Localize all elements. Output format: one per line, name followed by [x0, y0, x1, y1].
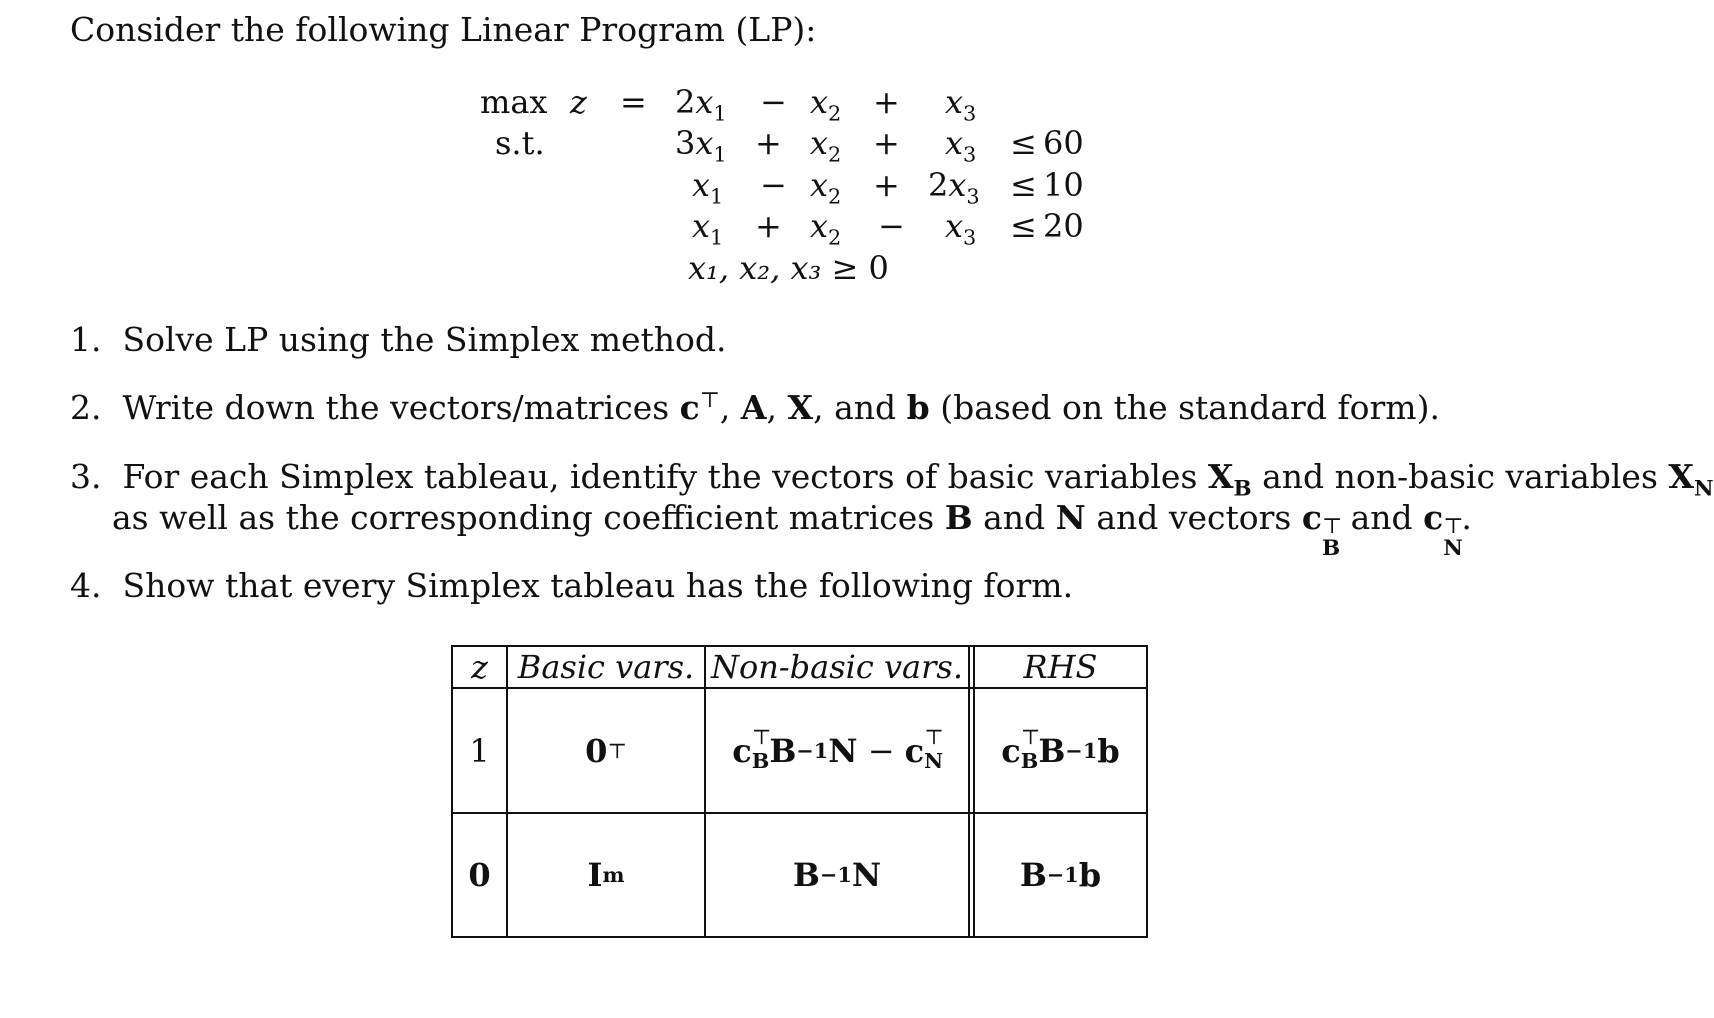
constraint-3-rhs: 20 [1043, 207, 1084, 245]
tableau-row2-z: 0 [468, 856, 491, 894]
constraint-2-op1: − [760, 166, 787, 204]
tableau-vline-5 [1146, 645, 1148, 938]
constraint-1-x2: $x_2$ [810, 124, 842, 167]
lp-obj-term-x2: $x_2$ [810, 83, 842, 126]
intro-text: Consider the following Linear Program (LP): [70, 10, 817, 49]
tableau-header-z: z [471, 648, 488, 686]
lp-obj-term-x3: $x_3$ [945, 83, 977, 126]
item-3-line-2: as well as the corresponding coefficient matrices B and N and vectors c ⊤ B and c ⊤ N . [112, 498, 1472, 561]
constraint-1-x1: $3x_1$ [675, 124, 727, 167]
constraint-2-rel: ≤ [1010, 166, 1037, 204]
lp-obj-op2: + [873, 83, 900, 121]
tableau-row2-nonbasic: B −1 N [792, 856, 882, 894]
tableau-line-bottom [451, 936, 1148, 938]
constraint-1-rel: ≤ [1010, 124, 1037, 162]
constraint-2-x1: $x_1$ [692, 166, 724, 209]
nonneg-constraint: x₁, x₂, x₃ ≥ 0 [688, 249, 889, 287]
lp-obj-op1: − [760, 83, 787, 121]
lp-objective-var: z [570, 83, 587, 121]
constraint-1-x3: $x_3$ [945, 124, 977, 167]
constraint-3-rel: ≤ [1010, 207, 1037, 245]
constraint-3-op2: − [878, 207, 905, 245]
constraint-3-x2: $x_2$ [810, 207, 842, 250]
constraint-1-rhs: 60 [1043, 124, 1084, 162]
lp-obj-term-x1: $2x_1$ [675, 83, 727, 126]
constraint-3-x3: $x_3$ [945, 207, 977, 250]
lp-max-label: max [480, 83, 548, 121]
lp-equals: = [620, 83, 647, 121]
tableau-row1-basic: 0 ⊤ [585, 731, 627, 770]
tableau-row2-rhs: B −1 b [1019, 856, 1102, 894]
tableau-row1-nonbasic: c ⊤ B B −1 N − c ⊤ N [732, 724, 944, 773]
tableau-row1-z: 1 [469, 731, 490, 770]
tableau-row1-rhs: c ⊤ B B −1 b [1001, 724, 1120, 773]
constraint-3-op1: + [755, 207, 782, 245]
tableau-vline-4a [968, 645, 970, 938]
constraint-1-op1: + [755, 124, 782, 162]
constraint-2-x3: $2x_3$ [928, 166, 980, 209]
item-3-line-1: 3. For each Simplex tableau, identify the vectors of basic variables $X_B$ and non-basic variables $X_N$ [70, 457, 1714, 502]
tableau-row2-basic: I m [587, 856, 625, 894]
tableau-header-rhs: RHS [1023, 648, 1098, 686]
item-4: 4. Show that every Simplex tableau has the following form. [70, 566, 1074, 605]
item-1: 1. Solve LP using the Simplex method. [70, 320, 727, 359]
constraint-3-x1: $x_1$ [692, 207, 724, 250]
constraint-2-rhs: 10 [1043, 166, 1084, 204]
constraint-2-op2: + [873, 166, 900, 204]
tableau-header-nonbasic: Non-basic vars. [710, 648, 964, 686]
item-2: 2. Write down the vectors/matrices c⊤, A, X, and b (based on the standard form). [70, 388, 1440, 427]
constraint-1-op2: + [873, 124, 900, 162]
tableau-header-basic: Basic vars. [517, 648, 695, 686]
lp-st-label: s.t. [495, 124, 545, 162]
constraint-2-x2: $x_2$ [810, 166, 842, 209]
